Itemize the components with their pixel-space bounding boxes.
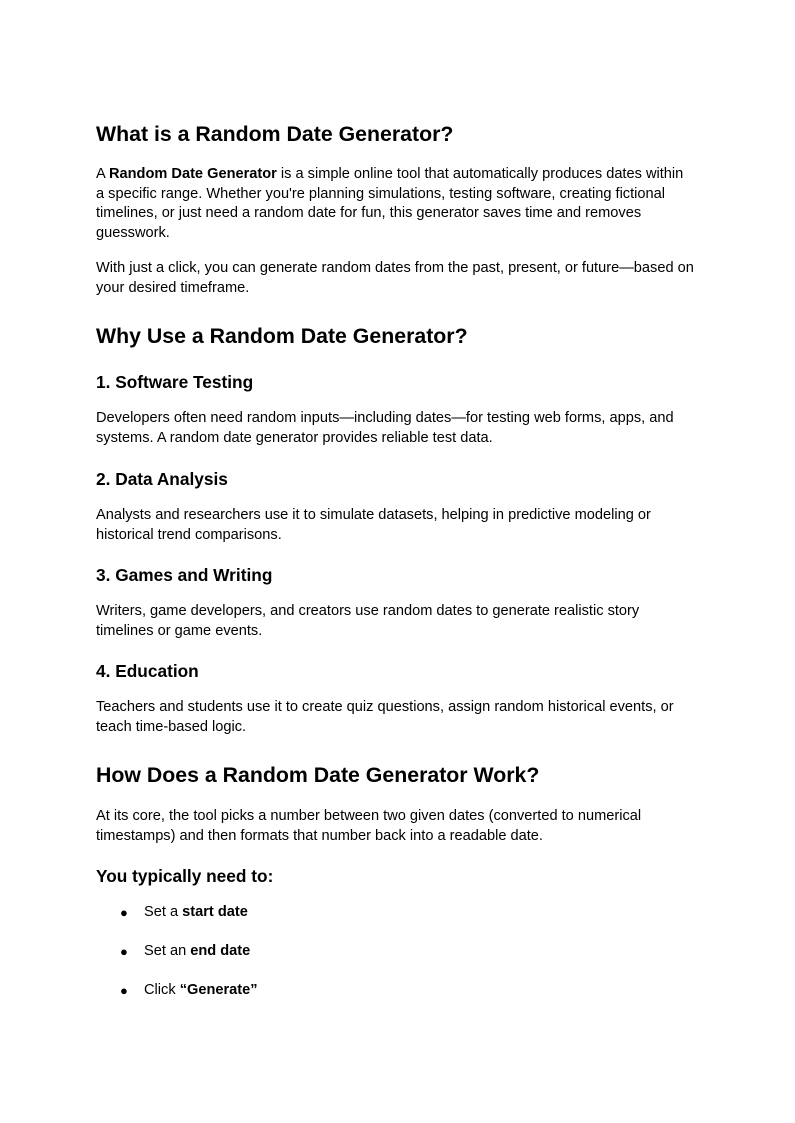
analysis-line2: historical trend comparisons. (96, 526, 282, 543)
bullet-icon: ● (120, 944, 128, 959)
list-item-text: Click “Generate” (144, 982, 258, 998)
paragraph-data-analysis (96, 506, 701, 545)
heading-why-use: Why Use a Random Date Generator? (96, 324, 468, 348)
intro-line3: timelines, or just need a random date for fun, this generator saves time and removes (96, 205, 642, 222)
bullet-icon: ● (120, 983, 128, 998)
heading-how-works: How Does a Random Date Generator Work? (96, 763, 540, 787)
heading-what-is: What is a Random Date Generator? (96, 122, 454, 146)
education-line1: Teachers and students use it to create quiz questions, assign random historical events, or (96, 699, 674, 715)
paragraph-click (96, 259, 701, 298)
paragraph-how-works (96, 807, 701, 846)
subheading-education: 4. Education (96, 661, 199, 681)
subheading-games-writing: 3. Games and Writing (96, 565, 273, 585)
games-line1: Writers, game developers, and creators use random dates to generate realistic story (96, 603, 640, 619)
list-item-text: Set an end date (144, 943, 251, 959)
how-line2: timestamps) and then formats that number back into a readable date. (96, 827, 543, 844)
analysis-line1: Analysts and researchers use it to simulate datasets, helping in predictive modeling or (96, 507, 651, 523)
click-line2: your desired timeframe. (96, 279, 250, 296)
list-item-text: Set a start date (144, 904, 248, 920)
click-line1: With just a click, you can generate random dates from the past, present, or future—based on (96, 260, 694, 276)
education-line2: teach time-based logic. (96, 718, 247, 735)
paragraph-education (96, 698, 701, 737)
paragraph-games-writing (96, 602, 701, 641)
games-line2: timelines or game events. (96, 622, 263, 639)
subheading-software-testing: 1. Software Testing (96, 372, 254, 392)
intro-line2: a specific range. Whether you're planning simulations, testing software, creating fictional (96, 185, 665, 202)
paragraph-intro (96, 165, 701, 243)
software-line2: systems. A random date generator provides reliable test data. (96, 429, 493, 446)
bullet-icon: ● (120, 905, 128, 920)
subheading-data-analysis: 2. Data Analysis (96, 469, 228, 489)
subheading-you-need: You typically need to: (96, 866, 274, 886)
software-line1: Developers often need random inputs—including dates—for testing web forms, apps, and (96, 410, 674, 426)
how-line1: At its core, the tool picks a number between two given dates (converted to numerical (96, 808, 642, 824)
intro-line4: guesswork. (96, 224, 170, 241)
paragraph-software-testing (96, 409, 701, 448)
intro-line1-rest: is a simple online tool that automatically produces dates within (276, 166, 684, 182)
intro-prefix: A (96, 166, 109, 182)
intro-bold-term: Random Date Generator (108, 166, 277, 182)
